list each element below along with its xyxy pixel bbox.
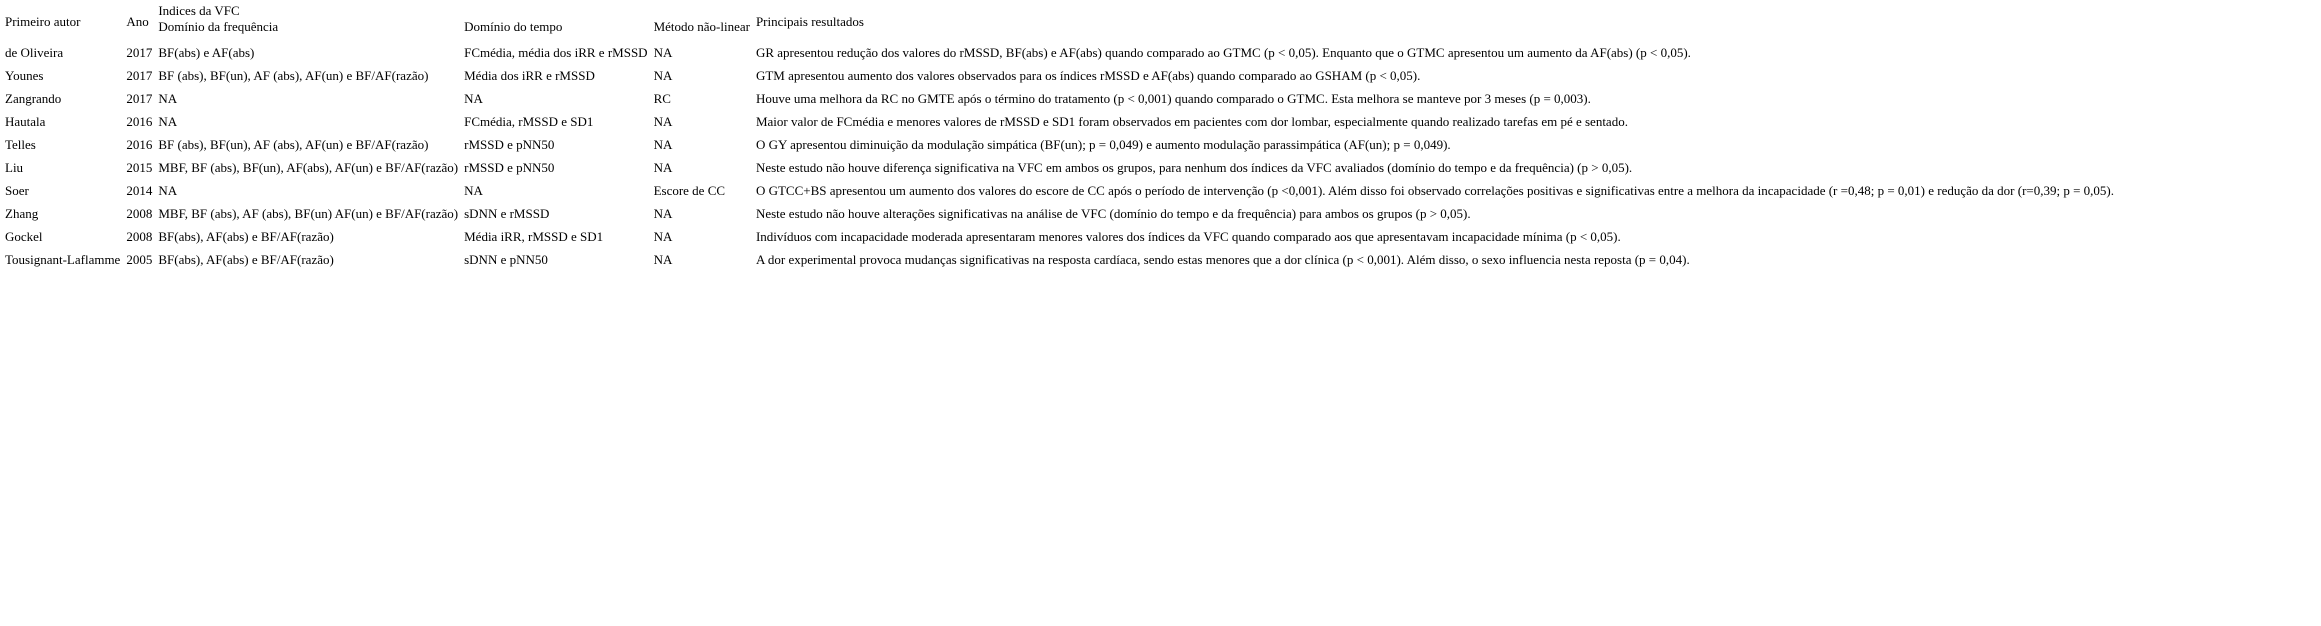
cell-year: 2016 bbox=[126, 114, 153, 129]
cell-results: Neste estudo não houve diferença significativa na VFC em ambos os grupos, para nenhum dos índices da VFC avaliados (domínio do tempo e da frequência) (p > 0,05). bbox=[755, 160, 1633, 175]
table-row bbox=[2, 110, 2117, 133]
table-row bbox=[2, 225, 2117, 248]
cell-frequency-domain: BF (abs), BF(un), AF (abs), AF(un) e BF/AF(razão) bbox=[158, 68, 429, 83]
cell-time-domain: NA bbox=[464, 183, 483, 198]
cell-results: O GY apresentou diminuição da modulação simpática (BF(un); p = 0,049) e aumento modulação parassimpática (AF(un); p = 0,049). bbox=[755, 137, 1451, 152]
cell-time-domain: NA bbox=[464, 91, 483, 106]
cell-nonlinear-method: RC bbox=[653, 91, 671, 106]
cell-year: 2014 bbox=[126, 183, 153, 198]
table-row bbox=[2, 179, 2117, 202]
studies-table bbox=[2, 3, 2117, 271]
cell-year: 2005 bbox=[126, 252, 153, 267]
cell-nonlinear-method: NA bbox=[653, 137, 673, 152]
cell-frequency-domain: BF(abs) e AF(abs) bbox=[158, 45, 255, 60]
cell-time-domain: Média iRR, rMSSD e SD1 bbox=[464, 229, 604, 244]
cell-year: 2017 bbox=[126, 68, 153, 83]
table-row bbox=[2, 133, 2117, 156]
header-author: Primeiro autor bbox=[5, 14, 81, 29]
cell-author: Liu bbox=[5, 160, 24, 175]
header-vfc-group: Indices da VFC bbox=[158, 3, 240, 18]
cell-year: 2016 bbox=[126, 137, 153, 152]
table-row bbox=[2, 202, 2117, 225]
cell-author: Zhang bbox=[5, 206, 39, 221]
header-frequency-domain: Domínio da frequência bbox=[158, 19, 279, 34]
header-nonlinear-method: Método não-linear bbox=[653, 19, 750, 34]
cell-author: Soer bbox=[5, 183, 29, 198]
table-row bbox=[2, 87, 2117, 110]
cell-author: Gockel bbox=[5, 229, 43, 244]
cell-author: Tousignant-Laflamme bbox=[5, 252, 121, 267]
header-time-domain: Domínio do tempo bbox=[464, 19, 563, 34]
cell-nonlinear-method: NA bbox=[653, 229, 673, 244]
cell-results: Neste estudo não houve alterações significativas na análise de VFC (domínio do tempo e da frequência) para ambos os grupos (p > 0,05). bbox=[755, 206, 1471, 221]
cell-year: 2017 bbox=[126, 45, 153, 60]
cell-frequency-domain: NA bbox=[158, 91, 178, 106]
cell-time-domain: sDNN e pNN50 bbox=[464, 252, 548, 267]
table-row bbox=[2, 248, 2117, 271]
cell-frequency-domain: BF (abs), BF(un), AF (abs), AF(un) e BF/AF(razão) bbox=[158, 137, 429, 152]
cell-frequency-domain: NA bbox=[158, 114, 178, 129]
table-row bbox=[2, 41, 2117, 64]
cell-frequency-domain: BF(abs), AF(abs) e BF/AF(razão) bbox=[158, 229, 334, 244]
cell-year: 2008 bbox=[126, 206, 153, 221]
cell-year: 2017 bbox=[126, 91, 153, 106]
cell-author: Telles bbox=[5, 137, 36, 152]
cell-time-domain: Média dos iRR e rMSSD bbox=[464, 68, 595, 83]
cell-results: Indivíduos com incapacidade moderada apresentaram menores valores dos índices da VFC quando comparado aos que apresentavam incapacidade mínima (p < 0,05). bbox=[755, 229, 1621, 244]
cell-author: Younes bbox=[5, 68, 44, 83]
cell-time-domain: rMSSD e pNN50 bbox=[464, 160, 555, 175]
cell-time-domain: FCmédia, rMSSD e SD1 bbox=[464, 114, 594, 129]
cell-time-domain: rMSSD e pNN50 bbox=[464, 137, 555, 152]
cell-results: GTM apresentou aumento dos valores observados para os índices rMSSD e AF(abs) quando comparado ao GSHAM (p < 0,05). bbox=[755, 68, 1421, 83]
cell-frequency-domain: BF(abs), AF(abs) e BF/AF(razão) bbox=[158, 252, 334, 267]
table-row bbox=[2, 64, 2117, 87]
cell-nonlinear-method: Escore de CC bbox=[653, 183, 726, 198]
header-results: Principais resultados bbox=[755, 14, 864, 29]
cell-results: Houve uma melhora da RC no GMTE após o término do tratamento (p < 0,001) quando comparado o GTMC. Esta melhora se manteve por 3 meses (p = 0,003). bbox=[755, 91, 1591, 106]
table-body bbox=[2, 41, 2117, 271]
cell-nonlinear-method: NA bbox=[653, 160, 673, 175]
cell-author: de Oliveira bbox=[5, 45, 64, 60]
cell-time-domain: sDNN e rMSSD bbox=[464, 206, 550, 221]
cell-nonlinear-method: NA bbox=[653, 68, 673, 83]
cell-frequency-domain: MBF, BF (abs), AF (abs), BF(un) AF(un) e BF/AF(razão) bbox=[158, 206, 459, 221]
cell-frequency-domain: MBF, BF (abs), BF(un), AF(abs), AF(un) e BF/AF(razão) bbox=[158, 160, 459, 175]
cell-year: 2008 bbox=[126, 229, 153, 244]
table-header bbox=[2, 3, 2117, 41]
cell-results: O GTCC+BS apresentou um aumento dos valores do escore de CC após o período de intervenção (p <0,001). Além disso foi observado correlações positivas e significativas entre a melhora da incapacidade (r =0,48; p = 0,01) e redução da dor (r=0,39; p = 0,05). bbox=[755, 183, 2115, 198]
cell-nonlinear-method: NA bbox=[653, 114, 673, 129]
table-row bbox=[2, 156, 2117, 179]
cell-year: 2015 bbox=[126, 160, 153, 175]
cell-results: Maior valor de FCmédia e menores valores de rMSSD e SD1 foram observados em pacientes com dor lombar, especialmente quando realizado tarefas em pé e sentado. bbox=[755, 114, 1628, 129]
cell-frequency-domain: NA bbox=[158, 183, 178, 198]
cell-author: Hautala bbox=[5, 114, 46, 129]
cell-results: A dor experimental provoca mudanças significativas na resposta cardíaca, sendo estas menores que a dor clínica (p < 0,001). Além disso, o sexo influencia nesta reposta (p = 0,04). bbox=[755, 252, 1690, 267]
cell-results: GR apresentou redução dos valores do rMSSD, BF(abs) e AF(abs) quando comparado ao GTMC (p < 0,05). Enquanto que o GTMC apresentou um aumento da AF(abs) (p < 0,05). bbox=[755, 45, 1691, 60]
cell-nonlinear-method: NA bbox=[653, 45, 673, 60]
header-year: Ano bbox=[126, 14, 149, 29]
cell-author: Zangrando bbox=[5, 91, 62, 106]
cell-nonlinear-method: NA bbox=[653, 206, 673, 221]
header-row-top bbox=[2, 3, 2117, 19]
cell-nonlinear-method: NA bbox=[653, 252, 673, 267]
cell-time-domain: FCmédia, média dos iRR e rMSSD bbox=[464, 45, 648, 60]
